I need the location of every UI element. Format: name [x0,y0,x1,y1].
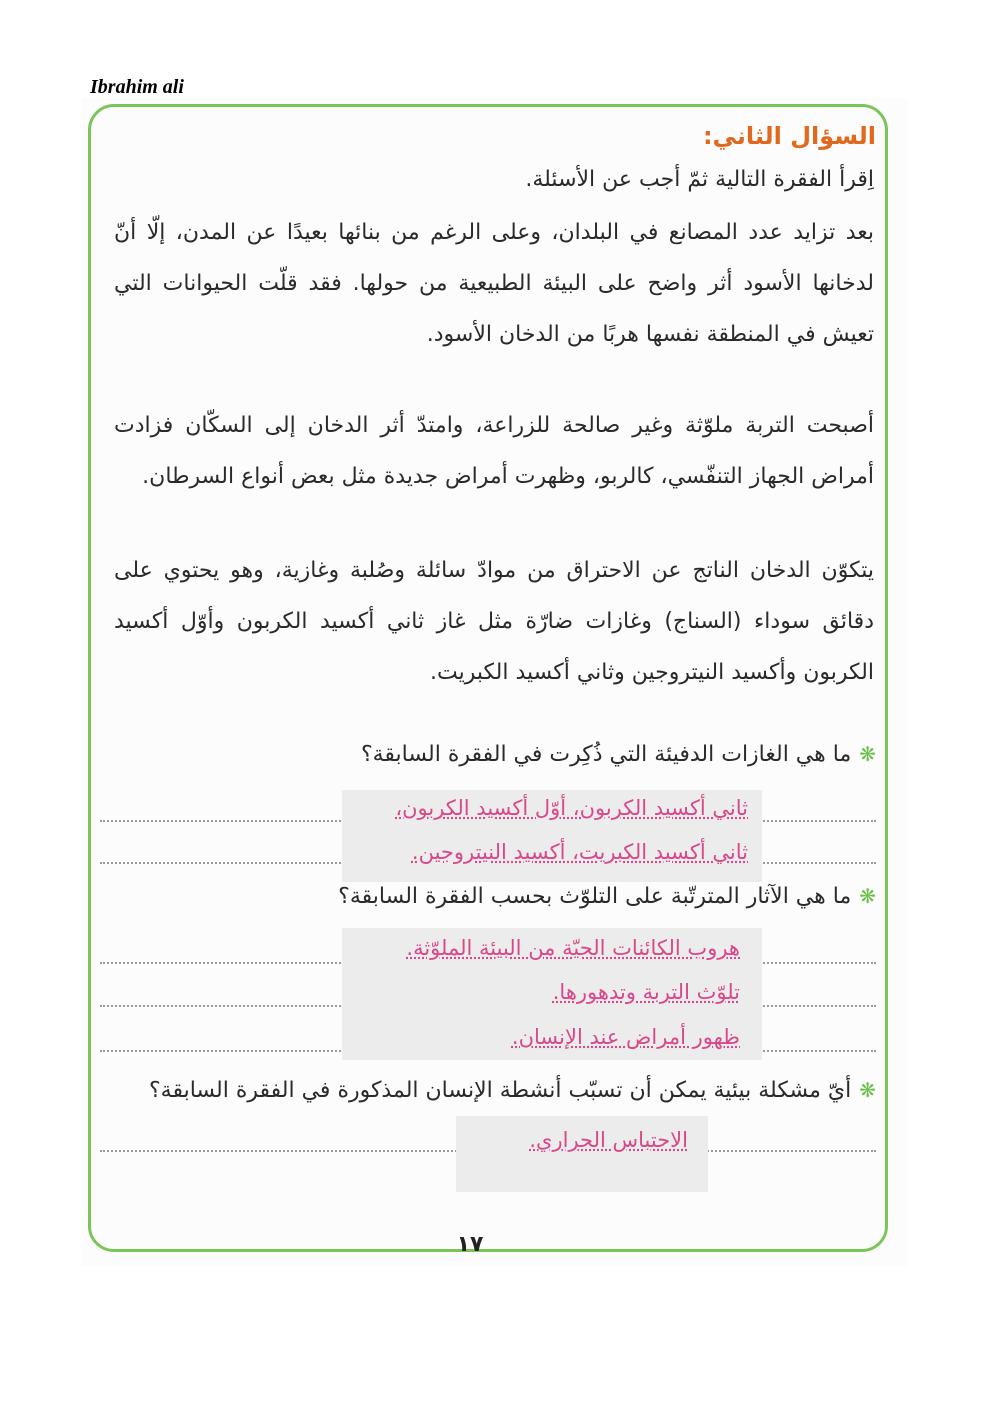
question-1-text: ما هي الغازات الدفيئة التي ذُكِرت في الفقرة السابقة؟ [360,742,852,767]
answer-1-1: ثاني أكسيد الكربون، أوّل أكسيد الكربون، [395,796,748,820]
answer-3-1: الاحتباس الحراري. [529,1128,688,1152]
bullet-icon: ❋ [859,742,876,766]
question-2-text: ما هي الآثار المترتّبة على التلوّث بحسب الفقرة السابقة؟ [338,884,852,909]
answer-2-1: هروب الكائنات الحيّة من البيئة الملوّثة. [406,936,740,960]
question-3-text: أيّ مشكلة بيئية يمكن أن تسبّب أنشطة الإنسان المذكورة في الفقرة السابقة؟ [149,1078,852,1103]
question-1 [361,742,876,767]
bullet-icon: ❋ [859,884,876,908]
answer-2-3: ظهور أمراض عند الإنسان. [511,1025,740,1049]
instruction-text: اِقرأ الفقرة التالية ثمّ أجب عن الأسئلة. [525,167,874,192]
answer-1-2: ثاني أكسيد الكبريت، أكسيد النيتروجين. [411,840,748,864]
answer-2-2: تلوّث التربة وتدهورها. [552,980,740,1004]
question-2 [338,884,876,909]
author-name: Ibrahim ali [90,76,184,98]
paragraph-3: يتكوّن الدخان الناتج عن الاحتراق من موادّ سائلة وصُلبة وغازية، وهو يحتوي على دقائق سوداء (السناج) وغازات ضارّة مثل غاز ثاني أكسيد الكربون وأوّل أكسيد الكربون وأكسيد النيتروجين وثاني أكسيد الكبريت. [114,558,874,685]
question-3 [149,1078,876,1103]
paragraph-2: أصبحت التربة ملوّثة وغير صالحة للزراعة، وامتدّ أثر الدخان إلى السكّان فزادت أمراض الجهاز التنفّسي، كالربو، وظهرت أمراض جديدة مثل بعض أنواع السرطان. [114,413,874,489]
bullet-icon: ❋ [859,1078,876,1102]
paragraph-1: بعد تزايد عدد المصانع في البلدان، وعلى الرغم من بنائها بعيدًا عن المدن، إلّا أنّ لدخانها الأسود أثر واضح على البيئة الطبيعية من حولها. فقد قلّت الحيوانات التي تعيش في المنطقة نفسها هربًا من الدخان الأسود. [114,220,874,347]
page-number: ١٧ [456,1232,484,1257]
question-title: السؤال الثاني: [702,122,876,150]
